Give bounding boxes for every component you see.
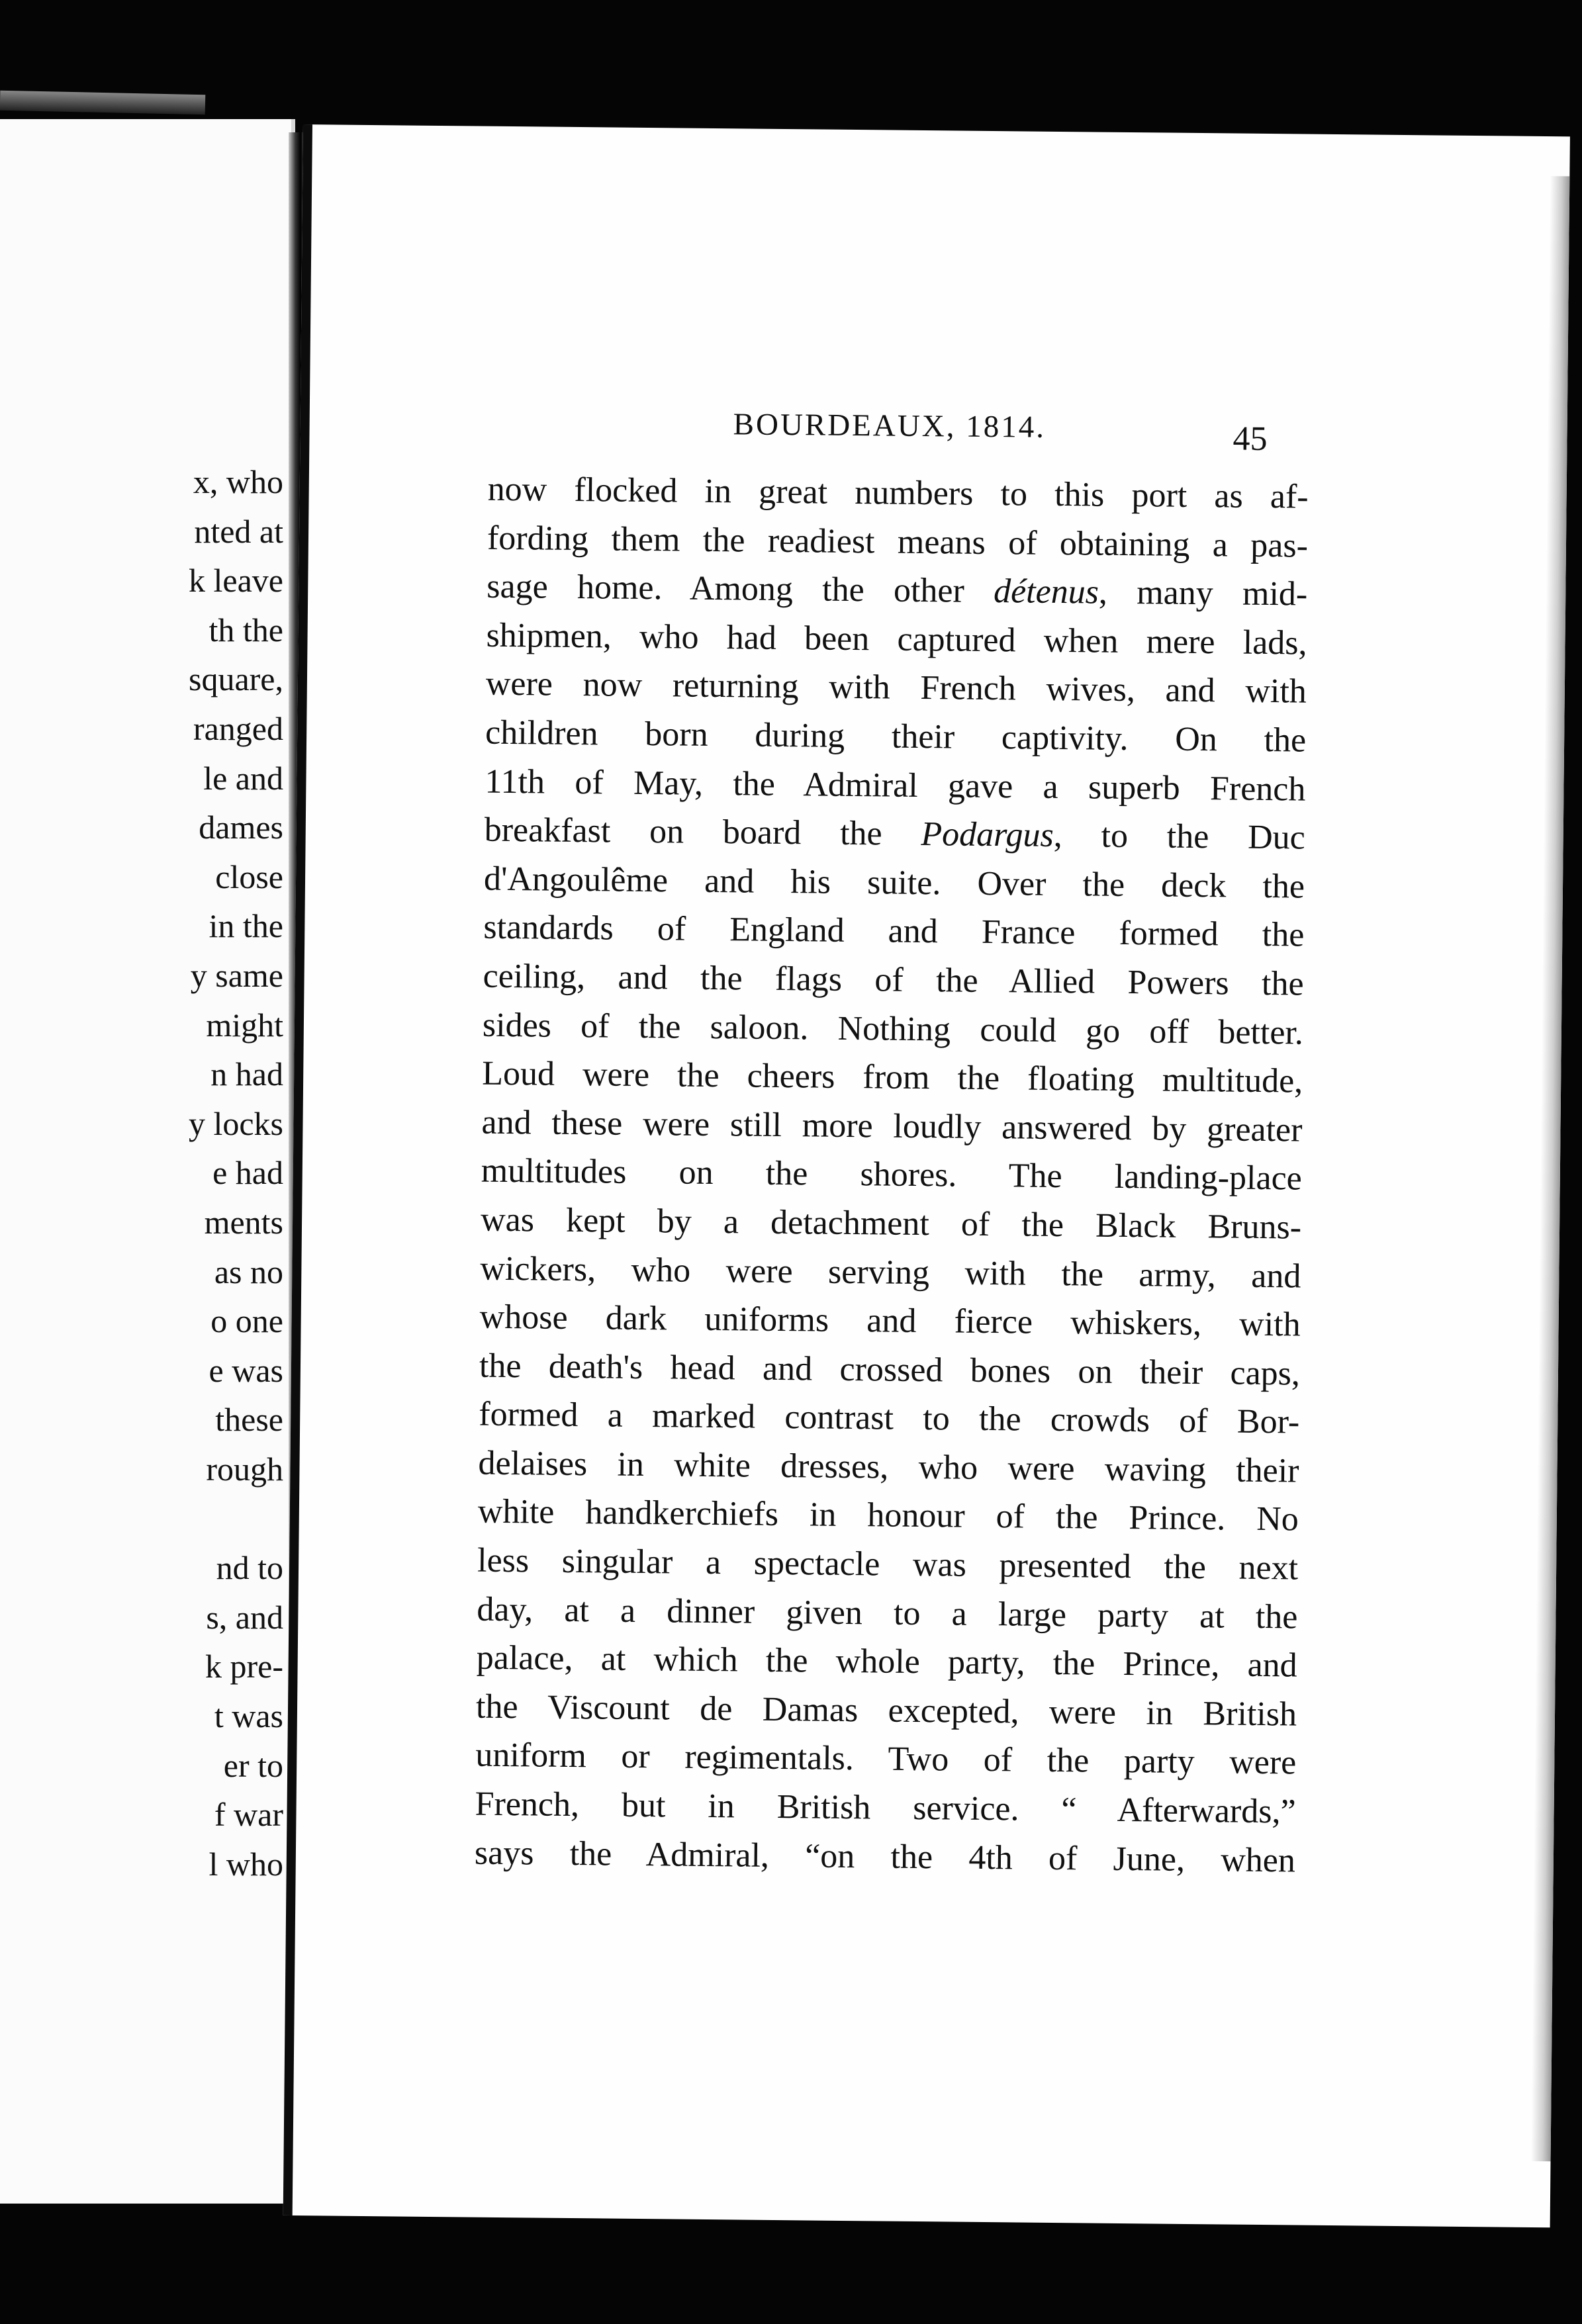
left-page-line: k leave: [189, 562, 283, 600]
text-line: delaises in white dresses, who were waving their: [478, 1444, 1299, 1490]
left-page-line: might: [206, 1006, 283, 1044]
left-page-line: dames: [199, 809, 283, 846]
left-page-line: nd to: [216, 1549, 283, 1587]
left-page-line: rough: [206, 1451, 283, 1488]
body-text: [475, 465, 1309, 1885]
left-page-line: ranged: [193, 710, 283, 747]
text-line: sides of the saloon. Nothing could go off better.: [482, 1006, 1304, 1052]
page-edge-strip: [0, 91, 205, 114]
text-line: less singular a spectacle was presented the next: [477, 1541, 1299, 1587]
text-line: and these were still more loudly answered by greater: [481, 1103, 1303, 1149]
text-line: children born during their captivity. On the: [485, 713, 1307, 760]
text-line: 11th of May, the Admiral gave a superb French: [485, 762, 1306, 809]
text-line: ceiling, and the flags of the Allied Powers the: [483, 957, 1304, 1003]
text-line: shipmen, who had been captured when mere lads,: [486, 616, 1307, 662]
text-line: breakfast on board the Podargus, to the Duc: [484, 811, 1306, 857]
text-line: white handkerchiefs in honour of the Prince. No: [477, 1493, 1299, 1539]
left-page-line: er to: [223, 1746, 283, 1784]
text-line: sage home. Among the other détenus, many mid-: [487, 567, 1308, 613]
text-line: were now returning with French wives, and with: [485, 665, 1307, 711]
text-line: uniform or regimentals. Two of the party were: [475, 1736, 1297, 1782]
text-line: Loud were the cheers from the floating multitude,: [481, 1054, 1303, 1100]
text-line: wickers, who were serving with the army, and: [480, 1249, 1301, 1296]
text-line: formed a marked contrast to the crowds of Bor-: [479, 1395, 1300, 1441]
italic-term: détenus: [993, 572, 1099, 611]
left-page-line: t was: [214, 1697, 283, 1734]
left-page-line: le and: [203, 759, 283, 797]
text-line: French, but in British service. “ Afterwards,”: [475, 1785, 1296, 1831]
left-page-line: square,: [189, 660, 283, 698]
text-line: fording them the readiest means of obtaining a pas-: [487, 519, 1309, 565]
left-page-line: in the: [209, 907, 283, 945]
italic-term: Podargus: [921, 815, 1054, 855]
previous-page-fragment: [0, 119, 295, 2204]
current-page: [283, 124, 1570, 2227]
left-page-line: f war: [214, 1796, 283, 1834]
left-page-line: x, who: [193, 463, 283, 500]
left-page-line: o one: [210, 1302, 283, 1340]
left-page-line: nted at: [194, 512, 283, 550]
left-page-line: y same: [190, 957, 283, 994]
left-page-line: ments: [204, 1204, 283, 1241]
text-line: multitudes on the shores. The landing-place: [481, 1151, 1303, 1198]
page-number: 45: [1233, 420, 1268, 459]
text-line: whose dark uniforms and fierce whiskers, with: [479, 1298, 1301, 1344]
text-line: now flocked in great numbers to this port as af-: [487, 470, 1309, 516]
left-page-line: s, and: [206, 1598, 283, 1636]
text-line: day, at a dinner given to a large party at the: [477, 1590, 1298, 1636]
text-line: palace, at which the whole party, the Prince, and: [476, 1638, 1297, 1685]
text-line: standards of England and France formed the: [483, 909, 1305, 954]
left-page-line: e had: [212, 1154, 283, 1192]
left-page-line: l who: [209, 1845, 283, 1883]
left-page-line: th the: [209, 611, 283, 648]
left-page-line: n had: [210, 1055, 283, 1093]
text-line: says the Admiral, “on the 4th of June, when: [474, 1834, 1296, 1880]
left-page-line: y locks: [188, 1104, 283, 1142]
text-line: d'Angoulême and his suite. Over the deck the: [483, 860, 1305, 906]
left-page-line: e was: [209, 1351, 283, 1389]
left-page-line: these: [215, 1401, 283, 1439]
text-line: the death's head and crossed bones on their caps,: [479, 1347, 1301, 1393]
left-page-line: close: [215, 858, 283, 895]
left-page-line: k pre-: [205, 1648, 283, 1685]
left-page-line: as no: [214, 1253, 283, 1290]
text-line: was kept by a detachment of the Black Bruns-: [480, 1200, 1302, 1247]
running-head: BOURDEAUX, 1814.: [733, 407, 1047, 445]
text-line: the Viscount de Damas excepted, were in British: [475, 1687, 1297, 1734]
